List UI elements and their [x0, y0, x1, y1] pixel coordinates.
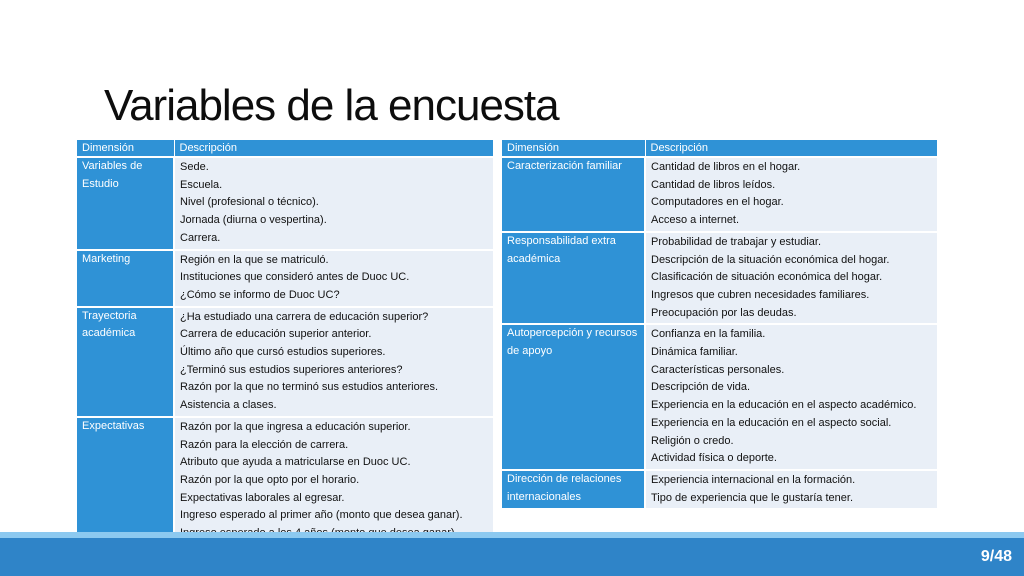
description-item: Características personales. [651, 363, 785, 376]
description-item: Experiencia internacional en la formación. [651, 473, 856, 486]
dimension-cell: Trayectoria académica [77, 307, 174, 417]
table-row [77, 157, 493, 250]
table-row [502, 157, 937, 232]
description-item: Clasificación de situación económica del hogar. [651, 271, 883, 284]
description-cell [174, 417, 493, 544]
description-item: Asistencia a clases. [180, 399, 277, 412]
description-item: Atributo que ayuda a matricularse en Duoc UC. [180, 456, 411, 469]
description-item: Nivel (profesional o técnico). [180, 196, 319, 209]
description-item: Actividad física o deporte. [651, 452, 777, 465]
description-cell [174, 157, 493, 250]
description-item: Preocupación por las deudas. [651, 306, 797, 319]
description-item: Razón por la que no terminó sus estudios anteriores. [180, 381, 439, 394]
description-item: Cantidad de libros en el hogar. [651, 161, 801, 173]
dimension-cell: Marketing [77, 250, 174, 307]
description-item: Razón por la que opto por el horario. [180, 473, 360, 486]
column-header-description: Descripción [174, 140, 493, 157]
description-item: Razón por la que ingresa a educación superior. [180, 420, 411, 433]
description-cell [174, 250, 493, 307]
description-item: Carrera de educación superior anterior. [180, 328, 372, 341]
description-cell [174, 307, 493, 417]
description-item: Dinámica familiar. [651, 346, 738, 359]
description-item: ¿Cómo se informo de Duoc UC? [180, 288, 340, 301]
dimension-cell: Caracterización familiar [502, 157, 645, 232]
slide-title: Variables de la encuesta [104, 81, 559, 130]
page-number: 9/48 [980, 548, 1012, 565]
description-item: Región en la que se matriculó. [180, 253, 329, 266]
description-item: Instituciones que consideró antes de Duoc UC. [180, 271, 410, 284]
description-item: Experiencia en la educación en el aspecto académico. [651, 399, 917, 412]
dimension-cell: Responsabilidad extra académica [502, 232, 645, 325]
description-item: Tipo de experiencia que le gustaría tener. [651, 491, 854, 504]
table-row [502, 470, 937, 508]
description-item: Último año que cursó estudios superiores. [180, 346, 386, 359]
table-row [77, 307, 493, 417]
description-cell [645, 470, 937, 508]
description-item: Experiencia en la educación en el aspecto social. [651, 416, 892, 429]
dimension-cell: Dirección de relaciones internacionales [502, 470, 645, 508]
description-cell [645, 157, 937, 232]
left-variables-table [77, 140, 493, 544]
description-item: Acceso a internet. [651, 214, 740, 227]
table-row [502, 324, 937, 470]
description-item: Escuela. [180, 178, 223, 191]
description-item: Expectativas laborales al egresar. [180, 491, 345, 504]
table-row [502, 232, 937, 325]
dimension-cell: Expectativas [77, 417, 174, 544]
description-item: Computadores en el hogar. [651, 196, 784, 209]
dimension-cell: Variables de Estudio [77, 157, 174, 250]
description-item: Jornada (diurna o vespertina). [180, 214, 327, 227]
description-item: Carrera. [180, 231, 221, 244]
description-item: ¿Terminó sus estudios superiores anteriores? [180, 363, 403, 376]
column-header-dimension: Dimensión [502, 140, 645, 157]
description-item: ¿Ha estudiado una carrera de educación superior? [180, 310, 429, 323]
description-item: Razón para la elección de carrera. [180, 438, 349, 451]
column-header-dimension: Dimensión [77, 140, 174, 157]
table-row [77, 417, 493, 544]
description-item: Ingresos que cubren necesidades familiares. [651, 288, 870, 301]
description-cell [645, 232, 937, 325]
column-header-description: Descripción [645, 140, 937, 157]
description-item: Descripción de vida. [651, 381, 751, 394]
description-item: Cantidad de libros leídos. [651, 178, 776, 191]
table-header-row [502, 140, 937, 157]
description-item: Sede. [180, 161, 209, 173]
right-variables-table [502, 140, 937, 508]
description-item: Confianza en la familia. [651, 328, 766, 341]
table-row [77, 250, 493, 307]
description-item: Descripción de la situación económica del hogar. [651, 253, 890, 266]
footer-bar [0, 538, 1024, 576]
table-header-row [77, 140, 493, 157]
description-item: Religión o credo. [651, 434, 734, 447]
dimension-cell: Autopercepción y recursos de apoyo [502, 324, 645, 470]
description-item: Probabilidad de trabajar y estudiar. [651, 235, 821, 248]
description-item: Ingreso esperado al primer año (monto que desea ganar). [180, 509, 463, 522]
description-cell [645, 324, 937, 470]
